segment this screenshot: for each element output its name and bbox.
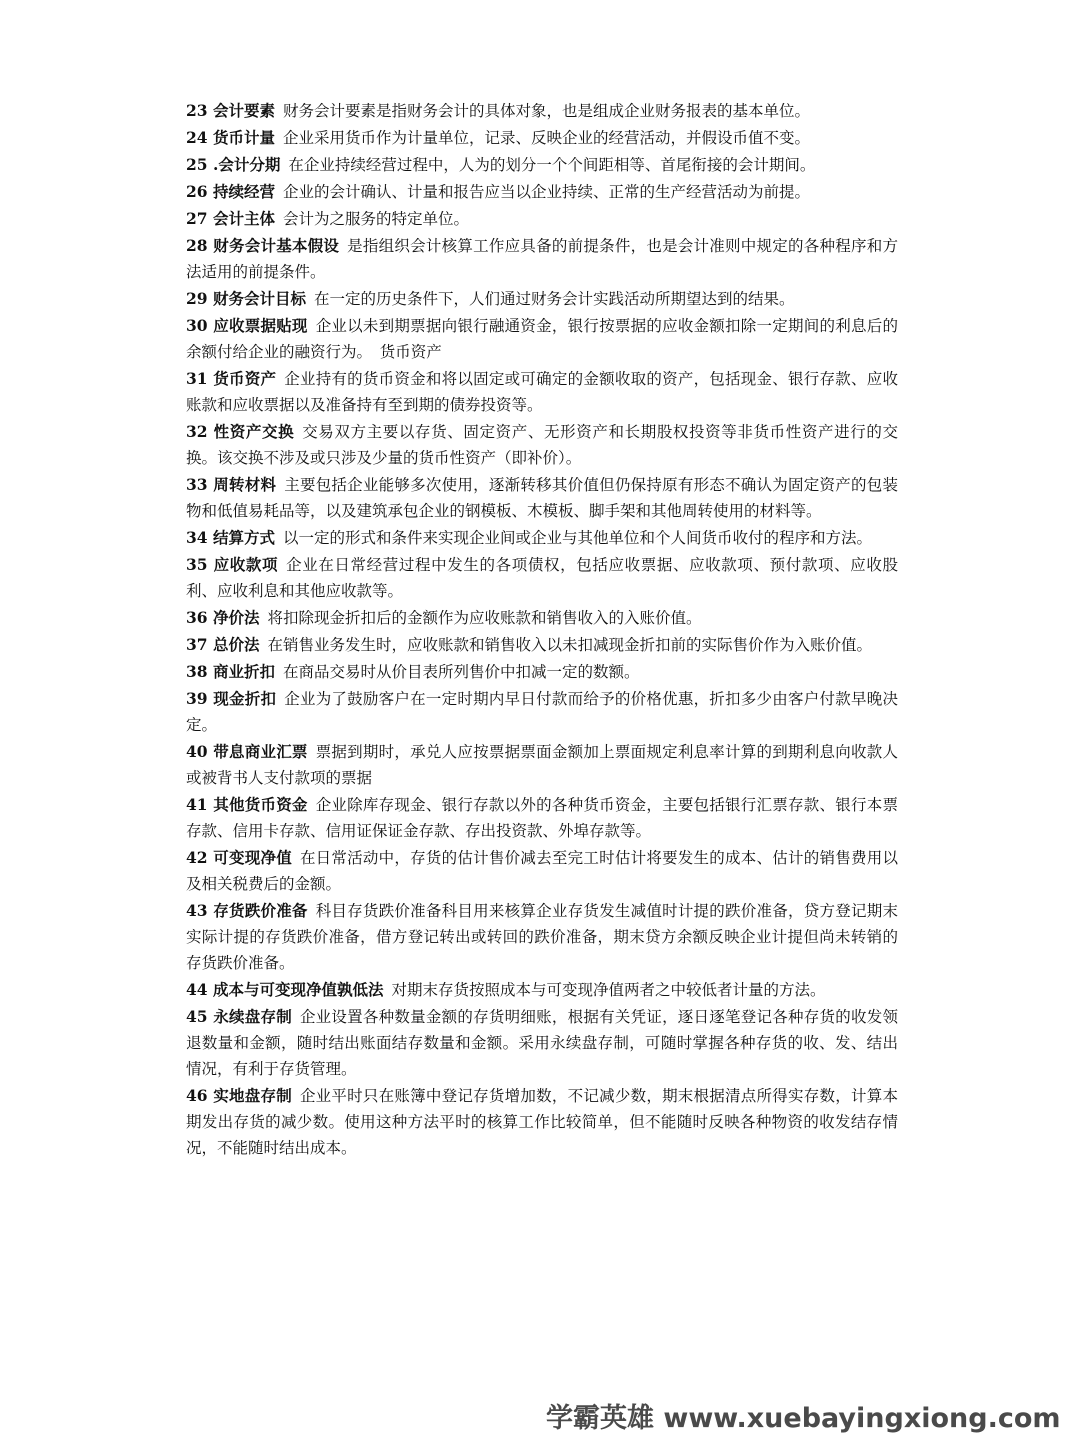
entry-term: 43 存货跌价准备: [186, 901, 308, 920]
entry-definition: 会计为之服务的特定单位。: [282, 210, 469, 228]
glossary-entry: [186, 419, 898, 471]
entry-term: 39 现金折扣: [186, 689, 277, 708]
entry-term: 42 可变现净值: [186, 848, 292, 867]
entry-definition: 企业的会计确认、计量和报告应当以企业持续、正常的生产经营活动为前提。: [282, 183, 810, 201]
entry-term: 26 持续经营: [186, 182, 275, 201]
entry-term: 33 周转材料: [186, 475, 277, 494]
entry-definition: 对期末存货按照成本与可变现净值两者之中较低者计量的方法。: [391, 981, 826, 999]
entry-term: 37 总价法: [186, 635, 260, 654]
entry-term: 40 带息商业汇票: [186, 742, 308, 761]
entry-definition: 是指组织会计核算工作应具备的前提条件，也是会计准则中规定的各种程序和方法适用的前提条件。: [186, 237, 898, 281]
glossary-entry: [186, 792, 898, 844]
glossary-entry: [186, 525, 898, 551]
glossary-entry: [186, 98, 898, 124]
entry-term: 46 实地盘存制: [186, 1086, 292, 1105]
entry-definition: 科目存货跌价准备科目用来核算企业存货发生减值时计提的跌价准备，贷方登记期末实际计提的存货跌价准备，借方登记转出或转回的跌价准备，期末贷方余额反映企业计提但尚未转销的存货跌价准备。: [186, 902, 898, 972]
entry-definition: 在企业持续经营过程中，人为的划分一个个间距相等、首尾衔接的会计期间。: [288, 156, 816, 174]
glossary-entry: [186, 686, 898, 738]
glossary-entry: [186, 977, 898, 1003]
entry-definition: 企业在日常经营过程中发生的各项债权，包括应收票据、应收款项、预付款项、应收股利、应收利息和其他应收款等。: [186, 556, 898, 600]
entry-definition: 企业采用货币作为计量单位，记录、反映企业的经营活动，并假设币值不变。: [282, 129, 810, 147]
entry-term: 29 财务会计目标: [186, 289, 306, 308]
entry-term: 27 会计主体: [186, 209, 275, 228]
entry-definition: 在商品交易时从价目表所列售价中扣减一定的数额。: [282, 663, 640, 681]
entry-term: 31 货币资产: [186, 369, 277, 388]
glossary-entry: [186, 152, 898, 178]
glossary-entry: [186, 472, 898, 524]
document-body: [186, 98, 898, 1162]
glossary-entry: [186, 313, 898, 365]
glossary-entry: [186, 286, 898, 312]
entry-term: 41 其他货币资金: [186, 795, 308, 814]
glossary-entry: [186, 552, 898, 604]
entry-definition: 企业以未到期票据向银行融通资金，银行按票据的应收金额扣除一定期间的利息后的余额付给企业的融资行为。 货币资产: [186, 317, 898, 361]
entry-term: 28 财务会计基本假设: [186, 236, 340, 255]
glossary-entry: [186, 739, 898, 791]
entry-definition: 企业为了鼓励客户在一定时期内早日付款而给予的价格优惠，折扣多少由客户付款早晚决定。: [186, 690, 898, 734]
entry-definition: 票据到期时，承兑人应按票据票面金额加上票面规定利息率计算的到期利息向收款人或被背书人支付款项的票据: [186, 743, 898, 787]
entry-term: 35 应收款项: [186, 555, 279, 574]
glossary-entry: [186, 206, 898, 232]
glossary-entry: [186, 1083, 898, 1161]
entry-definition: 在销售业务发生时，应收账款和销售收入以未扣减现金折扣前的实际售价作为入账价值。: [267, 636, 872, 654]
entry-definition: 在日常活动中，存货的估计售价减去至完工时估计将要发生的成本、估计的销售费用以及相关税费后的金额。: [186, 849, 898, 893]
entry-definition: 交易双方主要以存货、固定资产、无形资产和长期股权投资等非货币性资产进行的交换。该交换不涉及或只涉及少量的货币性资产（即补价）。: [186, 423, 898, 467]
glossary-entry: [186, 605, 898, 631]
entry-definition: 主要包括企业能够多次使用，逐渐转移其价值但仍保持原有形态不确认为固定资产的包装物和低值易耗品等，以及建筑承包企业的钢模板、木模板、脚手架和其他周转使用的材料等。: [186, 476, 898, 520]
entry-term: 34 结算方式: [186, 528, 275, 547]
glossary-entry: [186, 1004, 898, 1082]
entry-definition: 以一定的形式和条件来实现企业间或企业与其他单位和个人间货币收付的程序和方法。: [282, 529, 872, 547]
entry-definition: 将扣除现金折扣后的金额作为应收账款和销售收入的入账价值。: [267, 609, 702, 627]
glossary-entry: [186, 125, 898, 151]
entry-term: 24 货币计量: [186, 128, 275, 147]
site-watermark[interactable]: 学霸英雄 www.xuebayingxiong.com: [546, 1403, 1061, 1434]
entry-term: 32 性资产交换: [186, 422, 295, 441]
glossary-entry: [186, 632, 898, 658]
entry-definition: 财务会计要素是指财务会计的具体对象，也是组成企业财务报表的基本单位。: [282, 102, 810, 120]
entry-definition: 企业设置各种数量金额的存货明细账，根据有关凭证，逐日逐笔登记各种存货的收发领退数量和金额，随时结出账面结存数量和金额。采用永续盘存制，可随时掌握各种存货的收、发、结出情况，有利于存货管理。: [186, 1008, 898, 1078]
entry-term: 30 应收票据贴现: [186, 316, 308, 335]
entry-definition: 企业平时只在账簿中登记存货增加数，不记减少数，期末根据清点所得实存数，计算本期发出存货的减少数。使用这种方法平时的核算工作比较简单，但不能随时反映各种物资的收发结存情况，不能随时结出成本。: [186, 1087, 898, 1157]
glossary-entry: [186, 179, 898, 205]
glossary-entry: [186, 845, 898, 897]
glossary-entry: [186, 659, 898, 685]
entry-term: 38 商业折扣: [186, 662, 275, 681]
entry-term: 44 成本与可变现净值孰低法: [186, 980, 384, 999]
entry-term: 25 .会计分期: [186, 155, 281, 174]
glossary-entry: [186, 366, 898, 418]
entry-term: 23 会计要素: [186, 101, 275, 120]
glossary-entry: [186, 233, 898, 285]
entry-term: 45 永续盘存制: [186, 1007, 292, 1026]
entry-definition: 企业持有的货币资金和将以固定或可确定的金额收取的资产，包括现金、银行存款、应收账款和应收票据以及准备持有至到期的债券投资等。: [186, 370, 898, 414]
entry-definition: 企业除库存现金、银行存款以外的各种货币资金，主要包括银行汇票存款、银行本票存款、信用卡存款、信用证保证金存款、存出投资款、外埠存款等。: [186, 796, 898, 840]
entry-definition: 在一定的历史条件下，人们通过财务会计实践活动所期望达到的结果。: [313, 290, 795, 308]
glossary-entry: [186, 898, 898, 976]
entry-term: 36 净价法: [186, 608, 260, 627]
